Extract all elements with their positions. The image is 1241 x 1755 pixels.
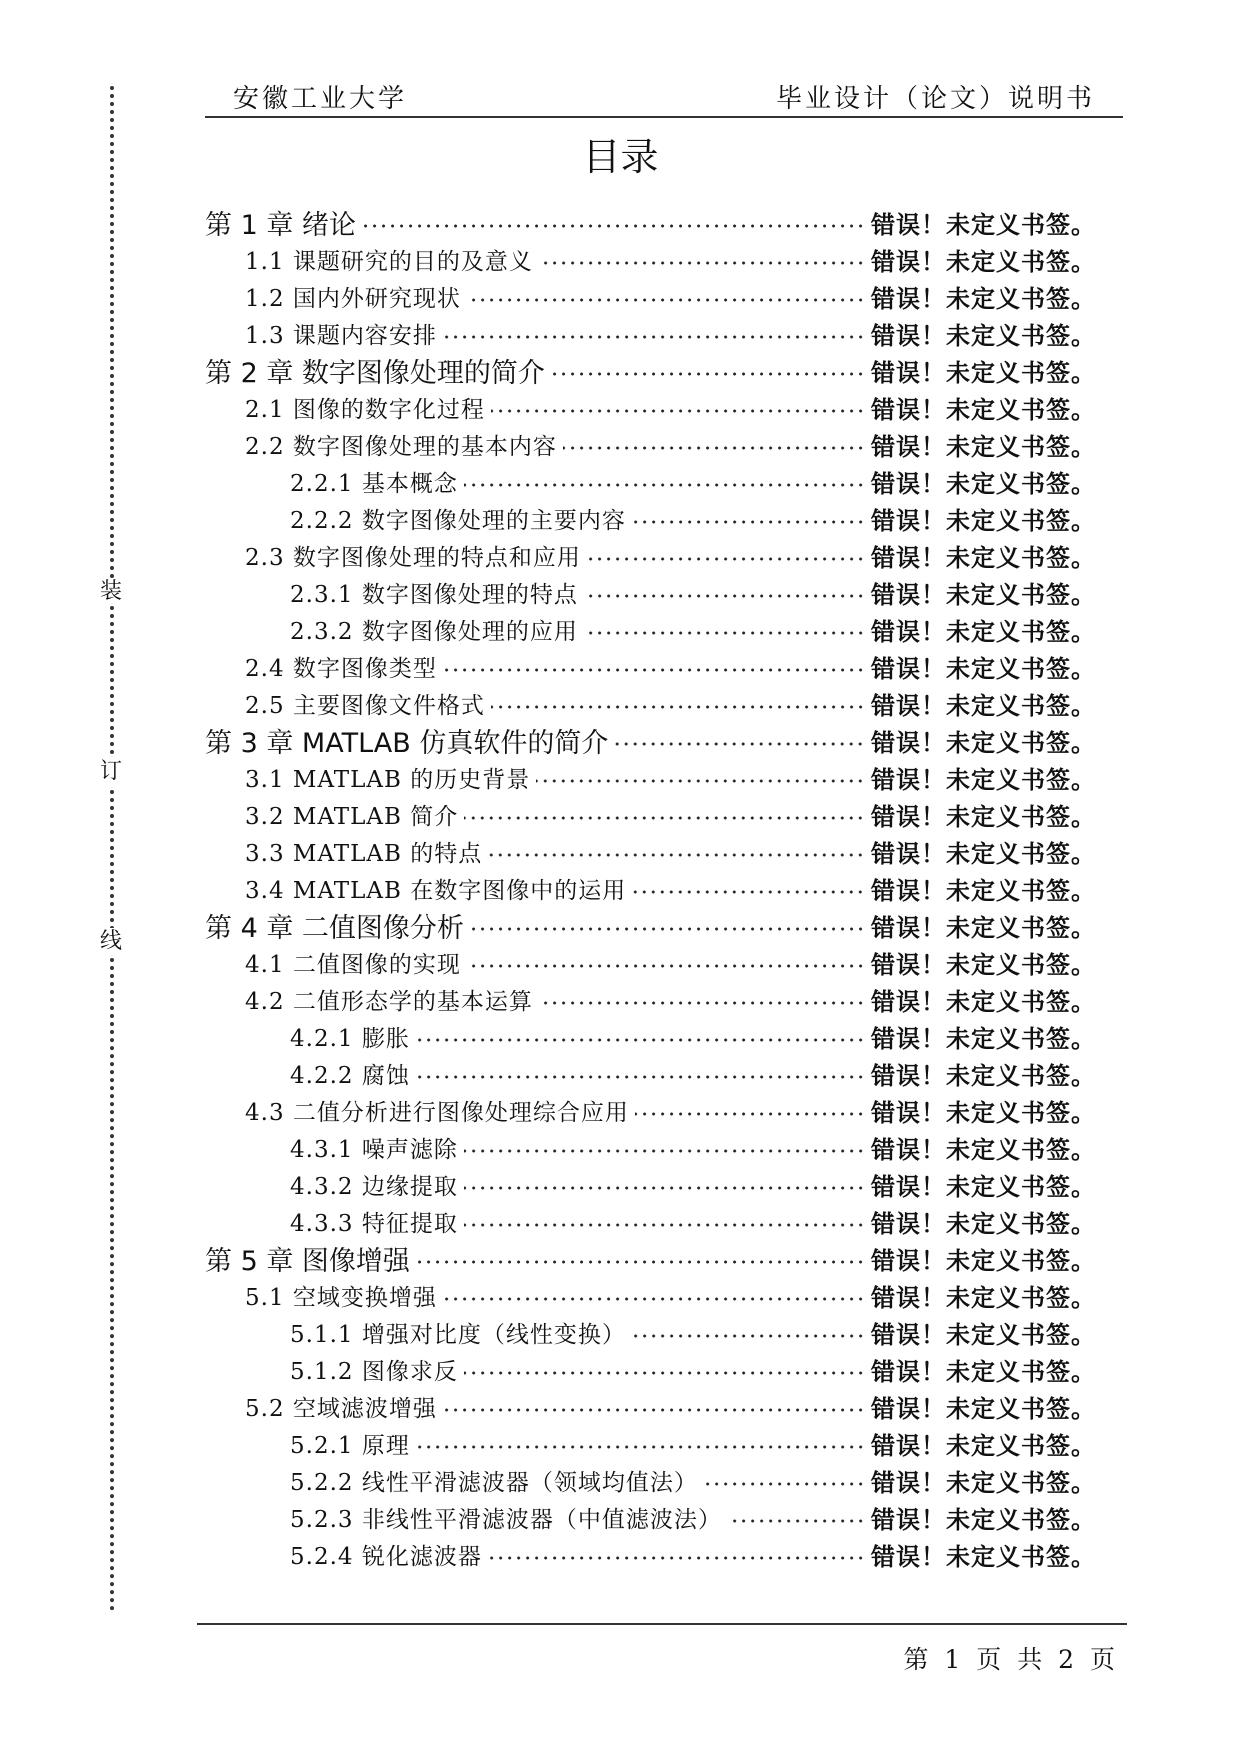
toc-entry-title: 2.3 数字图像处理的特点和应用 xyxy=(245,544,581,571)
toc-dot-leader xyxy=(584,589,865,603)
toc-page-ref: 错误！未定义书签。 xyxy=(871,1320,1096,1349)
toc-dot-leader xyxy=(587,552,865,566)
toc-entry-title: 第 2 章 数字图像处理的简介 xyxy=(205,357,545,389)
toc-page-ref: 错误！未定义书签。 xyxy=(871,469,1096,498)
toc-dot-leader xyxy=(488,1551,865,1565)
toc-entry-title: 第 5 章 图像增强 xyxy=(205,1245,410,1277)
page-number: 第 1 页 共 2 页 xyxy=(903,1645,1119,1674)
toc-page-ref: 错误！未定义书签。 xyxy=(871,1468,1096,1497)
toc-entry[interactable] xyxy=(290,463,1096,499)
toc-page-ref: 错误！未定义书签。 xyxy=(871,987,1096,1016)
toc-dot-leader xyxy=(443,1403,865,1417)
toc-page-ref: 错误！未定义书签。 xyxy=(871,728,1096,757)
toc-page-ref: 错误！未定义书签。 xyxy=(871,284,1096,313)
toc-dot-leader xyxy=(464,811,865,825)
toc-page-ref: 错误！未定义书签。 xyxy=(871,321,1096,350)
toc-dot-leader xyxy=(443,1292,865,1306)
toc-entry-title: 4.3.3 特征提取 xyxy=(290,1210,458,1237)
toc-entry[interactable] xyxy=(245,833,1096,869)
toc-dot-leader xyxy=(464,1181,865,1195)
toc-page-ref: 错误！未定义书签。 xyxy=(871,1135,1096,1164)
toc-page-ref: 错误！未定义书签。 xyxy=(871,432,1096,461)
toc-dot-leader xyxy=(491,404,865,418)
toc-dot-leader xyxy=(539,996,865,1010)
toc-page-ref: 错误！未定义书签。 xyxy=(871,839,1096,868)
toc-dot-leader xyxy=(728,1514,865,1528)
toc-entry[interactable] xyxy=(245,315,1096,351)
toc-page-ref: 错误！未定义书签。 xyxy=(871,1505,1096,1534)
toc-entry[interactable] xyxy=(290,500,1096,536)
toc-entry[interactable] xyxy=(205,907,1096,943)
toc-dot-leader xyxy=(464,478,865,492)
toc-dot-leader xyxy=(443,663,865,677)
toc-entry-title: 第 4 章 二值图像分析 xyxy=(205,912,464,944)
toc-page-ref: 错误！未定义书签。 xyxy=(871,210,1096,239)
toc-page-ref: 错误！未定义书签。 xyxy=(871,506,1096,535)
toc-dot-leader xyxy=(362,219,865,233)
toc-entry[interactable] xyxy=(245,389,1096,425)
page-title: 目录 xyxy=(582,135,659,179)
toc-entry-title: 1.3 课题内容安排 xyxy=(245,322,437,349)
toc-page-ref: 错误！未定义书签。 xyxy=(871,1246,1096,1275)
toc-entry-title: 5.2.4 锐化滤波器 xyxy=(290,1543,482,1570)
toc-entry-title: 5.2.3 非线性平滑滤波器（中值滤波法） xyxy=(290,1506,722,1533)
toc-page-ref: 错误！未定义书签。 xyxy=(871,1172,1096,1201)
toc-dot-leader xyxy=(416,1255,865,1269)
toc-entry[interactable] xyxy=(290,1425,1096,1461)
toc-entry-title: 3.3 MATLAB 的特点 xyxy=(245,840,483,867)
toc-entry[interactable] xyxy=(245,241,1096,277)
toc-page-ref: 错误！未定义书签。 xyxy=(871,876,1096,905)
toc-entry-title: 3.2 MATLAB 简介 xyxy=(245,803,459,830)
toc-dot-leader xyxy=(467,293,865,307)
toc-entry-title: 4.2.1 膨胀 xyxy=(290,1025,410,1052)
toc-entry[interactable] xyxy=(290,1055,1096,1091)
toc-page-ref: 错误！未定义书签。 xyxy=(871,1357,1096,1386)
toc-page-ref: 错误！未定义书签。 xyxy=(871,1283,1096,1312)
header-university: 安徽工业大学 xyxy=(233,84,408,114)
toc-dot-leader xyxy=(584,626,865,640)
toc-entry[interactable] xyxy=(245,648,1096,684)
toc-entry-title: 1.2 国内外研究现状 xyxy=(245,285,461,312)
toc-entry-title: 2.3.2 数字图像处理的应用 xyxy=(290,618,578,645)
toc-entry[interactable] xyxy=(245,981,1096,1017)
toc-page-ref: 错误！未定义书签。 xyxy=(871,691,1096,720)
binding-char-xian: 线 xyxy=(99,929,122,954)
toc-entry-title: 4.3.2 边缘提取 xyxy=(290,1173,458,1200)
toc-entry[interactable] xyxy=(205,204,1096,240)
toc-entry-title: 3.4 MATLAB 在数字图像中的运用 xyxy=(245,877,627,904)
binding-char-ding: 订 xyxy=(99,759,122,784)
toc-entry-title: 4.2.2 腐蚀 xyxy=(290,1062,410,1089)
header-document-type: 毕业设计（论文）说明书 xyxy=(775,84,1095,114)
toc-dot-leader xyxy=(632,1329,865,1343)
toc-entry-title: 2.2 数字图像处理的基本内容 xyxy=(245,433,557,460)
toc-page-ref: 错误！未定义书签。 xyxy=(871,950,1096,979)
toc-page-ref: 错误！未定义书签。 xyxy=(871,1098,1096,1127)
toc-entry-title: 4.3 二值分析进行图像处理综合应用 xyxy=(245,1099,629,1126)
toc-page-ref: 错误！未定义书签。 xyxy=(871,654,1096,683)
page-header xyxy=(205,72,1123,118)
toc-dot-leader xyxy=(632,515,865,529)
toc-entry[interactable] xyxy=(290,1203,1096,1239)
toc-entry-title: 2.3.1 数字图像处理的特点 xyxy=(290,581,578,608)
toc-entry-title: 5.1 空域变换增强 xyxy=(245,1284,437,1311)
toc-dot-leader xyxy=(563,441,865,455)
toc-entry[interactable] xyxy=(205,722,1096,758)
toc-dot-leader xyxy=(470,922,865,936)
toc-dot-leader xyxy=(416,1440,865,1454)
toc-page-ref: 错误！未定义书签。 xyxy=(871,1394,1096,1423)
toc-entry[interactable] xyxy=(290,611,1096,647)
toc-entry-title: 5.1.1 增强对比度（线性变换） xyxy=(290,1321,626,1348)
toc-dot-leader xyxy=(488,848,865,862)
toc-page-ref: 错误！未定义书签。 xyxy=(871,1209,1096,1238)
toc-entry[interactable] xyxy=(290,1018,1096,1054)
toc-dot-leader xyxy=(443,330,865,344)
toc-entry[interactable] xyxy=(290,1499,1096,1535)
toc-dot-leader xyxy=(491,700,865,714)
toc-entry[interactable] xyxy=(245,759,1096,795)
toc-entry[interactable] xyxy=(245,796,1096,832)
toc-page-ref: 错误！未定义书签。 xyxy=(871,802,1096,831)
toc-entry-title: 5.1.2 图像求反 xyxy=(290,1358,458,1385)
toc-page-ref: 错误！未定义书签。 xyxy=(871,395,1096,424)
toc-entry-title: 5.2 空域滤波增强 xyxy=(245,1395,437,1422)
toc-entry[interactable] xyxy=(245,278,1096,314)
toc-entry[interactable] xyxy=(245,1277,1096,1313)
toc-entry[interactable] xyxy=(245,1092,1096,1128)
toc-dot-leader xyxy=(416,1070,865,1084)
toc-dot-leader xyxy=(635,1107,865,1121)
toc-entry[interactable] xyxy=(290,1536,1096,1572)
toc-dot-leader xyxy=(536,774,865,788)
toc-page-ref: 错误！未定义书签。 xyxy=(871,1061,1096,1090)
toc-page-ref: 错误！未定义书签。 xyxy=(871,1024,1096,1053)
toc-dot-leader xyxy=(614,737,865,751)
toc-dot-leader xyxy=(416,1033,865,1047)
toc-page-ref: 错误！未定义书签。 xyxy=(871,543,1096,572)
footer-rule xyxy=(197,1623,1127,1625)
toc-entry-title: 2.2.2 数字图像处理的主要内容 xyxy=(290,507,626,534)
binding-char-zhuang: 装 xyxy=(99,579,122,604)
toc-page-ref: 错误！未定义书签。 xyxy=(871,765,1096,794)
toc-entry-title: 第 1 章 绪论 xyxy=(205,209,356,241)
toc-entry[interactable] xyxy=(290,1351,1096,1387)
toc-entry-title: 5.2.2 线性平滑滤波器（领域均值法） xyxy=(290,1469,698,1496)
toc-entry[interactable] xyxy=(245,944,1096,980)
toc-entry[interactable] xyxy=(245,426,1096,462)
toc-page-ref: 错误！未定义书签。 xyxy=(871,1431,1096,1460)
toc-entry[interactable] xyxy=(290,1129,1096,1165)
toc-dot-leader xyxy=(464,1144,865,1158)
toc-entry[interactable] xyxy=(245,537,1096,573)
toc-dot-leader xyxy=(464,1218,865,1232)
toc-entry-title: 5.2.1 原理 xyxy=(290,1432,410,1459)
toc-entry[interactable] xyxy=(205,352,1096,388)
toc-entry-title: 2.1 图像的数字化过程 xyxy=(245,396,485,423)
toc-page-ref: 错误！未定义书签。 xyxy=(871,1542,1096,1571)
toc-page-ref: 错误！未定义书签。 xyxy=(871,358,1096,387)
toc-entry-title: 4.1 二值图像的实现 xyxy=(245,951,461,978)
toc-dot-leader xyxy=(467,959,865,973)
binding-dotted-line xyxy=(110,86,114,1612)
toc-entry-title: 第 3 章 MATLAB 仿真软件的简介 xyxy=(205,727,609,759)
toc-entry[interactable] xyxy=(290,1462,1096,1498)
toc-page-ref: 错误！未定义书签。 xyxy=(871,247,1096,276)
toc-entry-title: 4.3.1 噪声滤除 xyxy=(290,1136,458,1163)
toc-entry[interactable] xyxy=(245,685,1096,721)
toc-entry[interactable] xyxy=(245,1388,1096,1424)
toc-dot-leader xyxy=(464,1366,865,1380)
toc-dot-leader xyxy=(551,367,865,381)
toc-entry[interactable] xyxy=(205,1240,1096,1276)
toc-entry-title: 2.5 主要图像文件格式 xyxy=(245,692,485,719)
toc-entry-title: 4.2 二值形态学的基本运算 xyxy=(245,988,533,1015)
toc-entry[interactable] xyxy=(290,1314,1096,1350)
toc-entry-title: 2.2.1 基本概念 xyxy=(290,470,458,497)
toc-entry[interactable] xyxy=(290,1166,1096,1202)
toc-page-ref: 错误！未定义书签。 xyxy=(871,580,1096,609)
toc-entry-title: 2.4 数字图像类型 xyxy=(245,655,437,682)
toc-dot-leader xyxy=(704,1477,865,1491)
toc-entry[interactable] xyxy=(290,574,1096,610)
toc-entry[interactable] xyxy=(245,870,1096,906)
toc-entry-title: 3.1 MATLAB 的历史背景 xyxy=(245,766,531,793)
toc-dot-leader xyxy=(539,256,865,270)
toc-page-ref: 错误！未定义书签。 xyxy=(871,617,1096,646)
toc-entry-title: 1.1 课题研究的目的及意义 xyxy=(245,248,533,275)
toc-page-ref: 错误！未定义书签。 xyxy=(871,913,1096,942)
toc-dot-leader xyxy=(632,885,865,899)
